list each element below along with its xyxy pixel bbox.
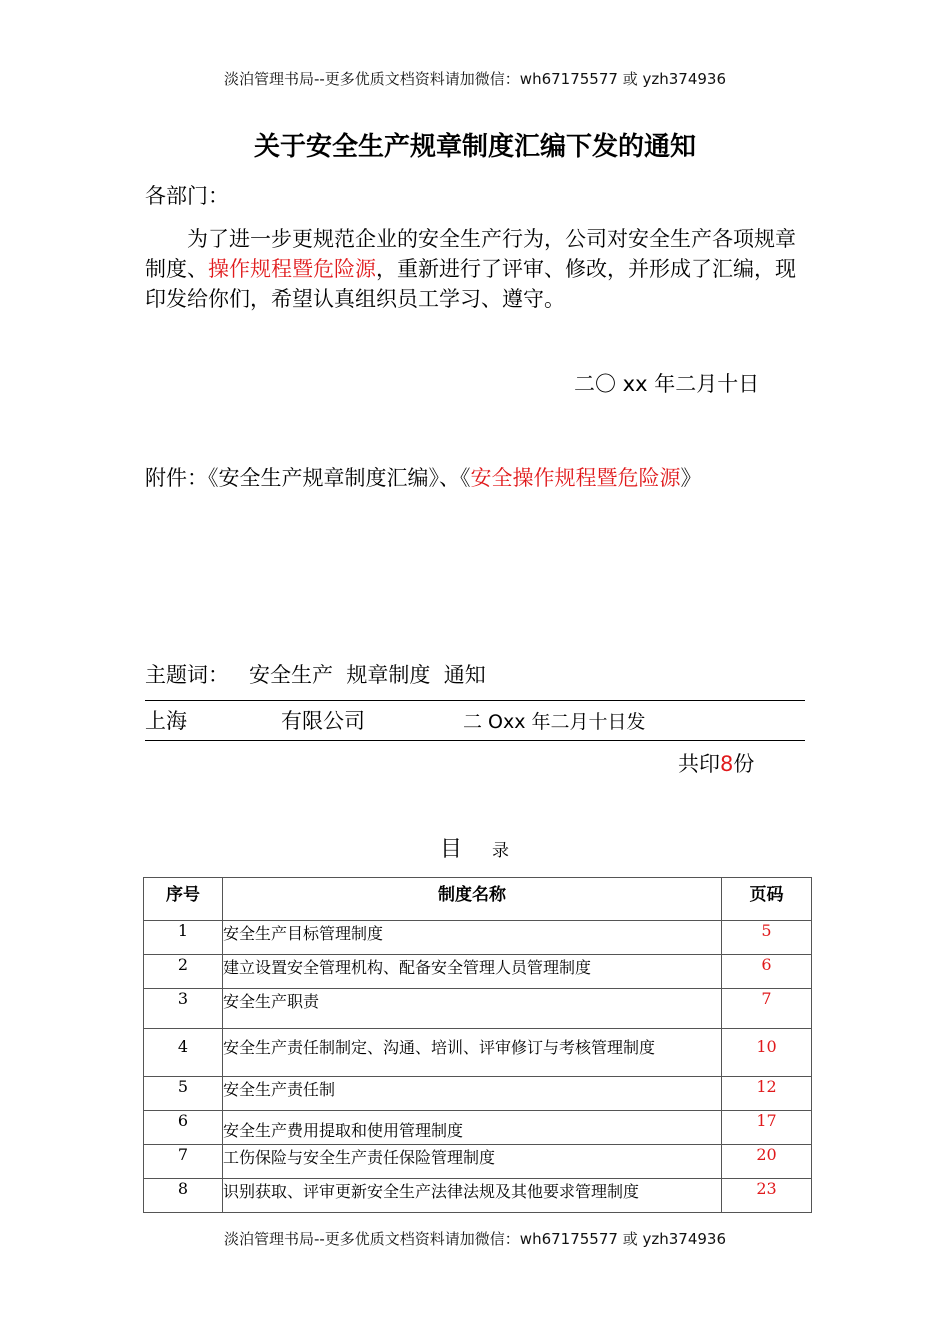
table-row [144,1179,812,1213]
copies-prefix: 共印 [678,752,720,776]
table-row [144,1077,812,1111]
paragraph-highlight: 操作规程暨危险源 [208,257,376,281]
page-footer: 淡泊管理书局--更多优质文档资料请加微信：wh67175577 或 yzh374936 [223,1230,726,1248]
table-row [144,989,812,1029]
salutation: 各部门： [145,184,229,208]
toc-header-row [144,878,812,921]
row-name: 建立设置安全管理机构、配备安全管理人员管理制度 [223,955,722,989]
row-num: 5 [144,1077,223,1111]
row-name: 安全生产责任制制定、沟通、培训、评审修订与考核管理制度 [223,1029,722,1077]
issuer-company: 有限公司 [281,709,365,733]
body-paragraph [145,224,805,314]
row-page: 6 [722,955,812,989]
row-name: 工伤保险与安全生产责任保险管理制度 [223,1145,722,1179]
copies-count: 8 [720,752,734,776]
attachment-prefix: 附件：《安全生产规章制度汇编》、《 [145,466,471,490]
row-page: 20 [722,1145,812,1179]
toc-header-num: 序号 [144,878,223,921]
row-page: 5 [722,921,812,955]
table-row [144,1111,812,1145]
row-name: 识别获取、评审更新安全生产法律法规及其他要求管理制度 [223,1179,722,1213]
row-num: 2 [144,955,223,989]
attachment-highlight: 安全操作规程暨危险源 [470,466,681,490]
row-name: 安全生产责任制 [223,1077,722,1111]
toc-title-small: 录 [492,841,510,861]
row-name: 安全生产目标管理制度 [223,921,722,955]
toc-title [440,832,509,863]
paragraph-text-1: 为了进一步更规范企业的安全生产行为，公司对安全生产各项规章制度、 [145,227,796,281]
page-header: 淡泊管理书局--更多优质文档资料请加微信：wh67175577 或 yzh374936 [223,70,726,88]
toc-header-name: 制度名称 [223,878,722,921]
notice-date: 二〇 xx 年二月十日 [574,372,760,396]
row-num: 8 [144,1179,223,1213]
row-num: 7 [144,1145,223,1179]
attachment-line [145,462,702,492]
row-num: 1 [144,921,223,955]
document-title: 关于安全生产规章制度汇编下发的通知 [253,132,696,162]
row-page: 17 [722,1111,812,1145]
row-page: 23 [722,1179,812,1213]
toc-table [143,877,812,1213]
paragraph-text-2: ，重新进行了评审、修改，并形成了汇编，现印发给你们，希望认真组织员工学习、遵守。 [145,257,796,311]
subject-keywords: 主题词： 安全生产 规章制度 通知 [145,663,486,687]
divider-top [145,700,805,701]
table-row [144,921,812,955]
row-num: 3 [144,989,223,1029]
table-row [144,955,812,989]
row-num: 4 [144,1029,223,1077]
row-page: 7 [722,989,812,1029]
table-row [144,1029,812,1077]
toc-header-page: 页码 [722,878,812,921]
attachment-suffix: 》 [680,466,702,490]
row-page: 12 [722,1077,812,1111]
divider-bottom [145,740,805,741]
issue-date: 二 Oxx 年二月十日发 [463,711,646,733]
table-row [144,1145,812,1179]
row-page: 10 [722,1029,812,1077]
issuer-city: 上海 [145,709,187,733]
toc-title-main: 目 [440,837,463,862]
copies-line [678,748,754,778]
row-num: 6 [144,1111,223,1145]
row-name: 安全生产职责 [223,989,722,1029]
copies-suffix: 份 [733,752,755,776]
row-name: 安全生产费用提取和使用管理制度 [223,1111,722,1145]
